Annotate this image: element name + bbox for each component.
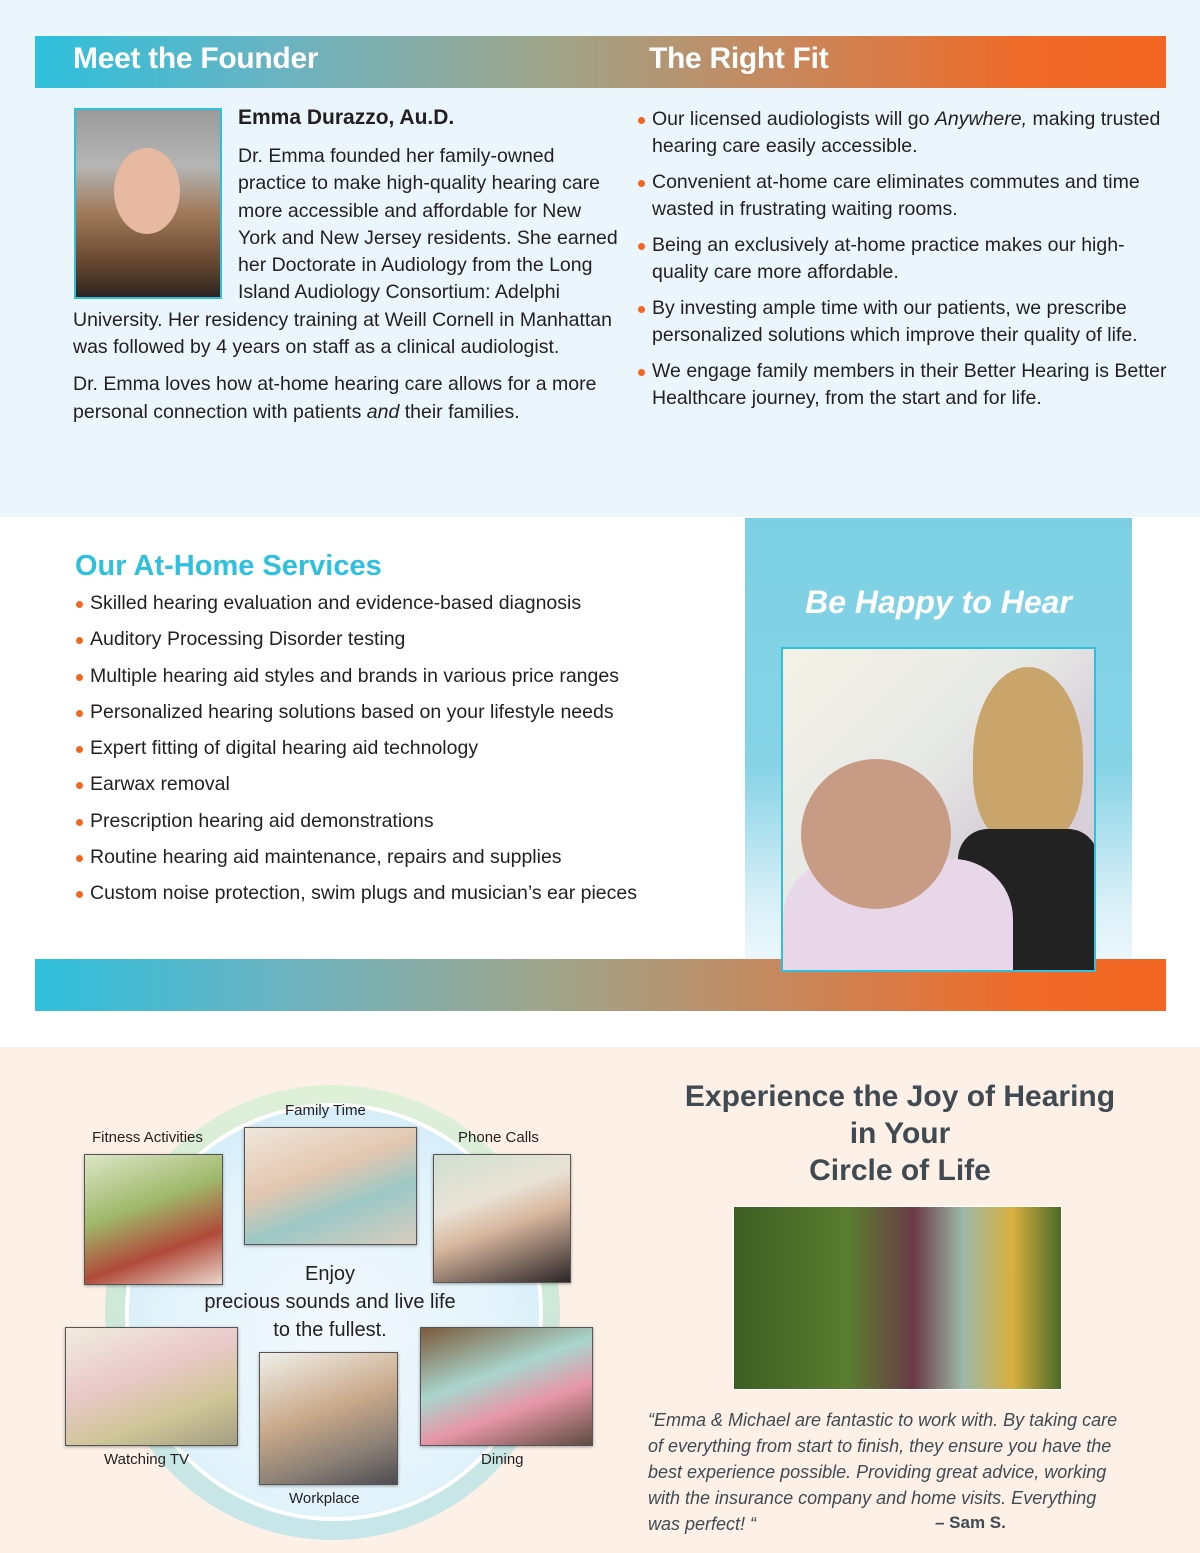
right-fit-item <box>636 232 1176 286</box>
caption-phone: Phone Calls <box>458 1129 539 1146</box>
enjoy-line: precious sounds and live life <box>204 1291 456 1313</box>
service-text: Personalized hearing solutions based on your lifestyle needs <box>90 700 614 723</box>
service-item <box>75 625 735 653</box>
bullet-icon <box>76 855 83 862</box>
service-item <box>75 879 735 907</box>
bullet-icon <box>76 710 83 717</box>
right-fit-item <box>636 295 1176 349</box>
item-text: By investing ample time with our patients, we prescribe personalized solutions which improve their quality of life. <box>652 297 1138 346</box>
service-text: Auditory Processing Disorder testing <box>90 628 406 651</box>
caption-family: Family Time <box>285 1102 366 1119</box>
caption-fitness: Fitness Activities <box>92 1129 203 1146</box>
header-gradient-bar <box>35 36 1166 88</box>
enjoy-line: Enjoy <box>304 1263 356 1285</box>
bullet-icon <box>76 637 83 644</box>
joy-heading-line: in Your <box>849 1117 951 1150</box>
enjoy-line: to the fullest. <box>273 1319 387 1341</box>
founder-bio-paragraph-1: Dr. Emma founded her family-owned practice to make high-quality hearing care more accessible and affordable for New York and New Jersey residents. She earned her Doctorate in Audiology from the Long Island Audiology Consortium: Adelphi University. Her residency training at Weill Cornell in Manhattan was followed by 4 years on staff as a clinical audiologist. <box>73 145 618 359</box>
testimonial-quote: “Emma & Michael are fantastic to work with. By taking care of everything from start to finish, they ensure you have the best experience possible. Providing great advice, working with the insurance company and home visits. Everything was perfect! “ <box>648 1410 1118 1534</box>
right-fit-item <box>636 106 1176 160</box>
bullet-icon <box>76 746 83 753</box>
bio-emphasis: and <box>366 400 400 423</box>
service-text: Routine hearing aid maintenance, repairs and supplies <box>90 846 562 869</box>
joy-heading <box>640 1078 1160 1189</box>
right-fit-list <box>636 106 1176 421</box>
bullet-icon <box>638 117 645 124</box>
item-emphasis: Anywhere, <box>934 108 1028 130</box>
right-fit-item <box>636 358 1176 412</box>
item-text: making trusted hearing care easily accessible. <box>652 108 1161 157</box>
meet-founder-heading: Meet the Founder <box>73 42 319 75</box>
photo-shape <box>973 667 1083 847</box>
founder-bio-paragraph-2 <box>73 371 618 426</box>
right-fit-heading: The Right Fit <box>649 42 829 75</box>
be-happy-heading: Be Happy to Hear <box>805 584 1072 620</box>
service-text: Multiple hearing aid styles and brands in various price ranges <box>90 664 619 687</box>
enjoy-message <box>160 1260 500 1344</box>
joy-heading-line: Experience the Joy of Hearing <box>684 1080 1116 1113</box>
photo-wrap-spacer <box>73 143 238 303</box>
service-text: Custom noise protection, swim plugs and musician’s ear pieces <box>90 882 637 905</box>
audiologist-visit-photo <box>781 647 1096 972</box>
bullet-icon <box>76 891 83 898</box>
workplace-photo <box>259 1352 398 1485</box>
item-text: Being an exclusively at-home practice makes our high-quality care more affordable. <box>652 234 1125 283</box>
testimonial-author: – Sam S. <box>935 1513 1006 1532</box>
bullet-icon <box>638 306 645 313</box>
service-text: Skilled hearing evaluation and evidence-based diagnosis <box>90 592 582 614</box>
bio-text: Dr. Emma loves how at-home hearing care allows for a more personal connection with patients <box>73 373 597 423</box>
bio-text: their families. <box>399 400 520 423</box>
service-item <box>75 698 735 726</box>
bullet-icon <box>76 601 83 608</box>
right-fit-item <box>636 169 1176 223</box>
services-list <box>75 589 735 916</box>
dining-photo <box>420 1327 593 1446</box>
service-text: Prescription hearing aid demonstrations <box>90 809 434 832</box>
bullet-icon <box>638 369 645 376</box>
caption-dining: Dining <box>481 1451 524 1468</box>
founder-name: Emma Durazzo, Au.D. <box>238 106 455 129</box>
service-item <box>75 662 735 690</box>
service-item <box>75 770 735 798</box>
caption-tv: Watching TV <box>104 1451 190 1468</box>
family-time-photo <box>244 1127 417 1245</box>
item-text: Convenient at-home care eliminates commutes and time wasted in frustrating waiting rooms. <box>652 171 1140 220</box>
bullet-icon <box>638 180 645 187</box>
service-item <box>75 589 735 617</box>
service-text: Expert fitting of digital hearing aid technology <box>90 737 479 760</box>
caption-work: Workplace <box>289 1490 360 1507</box>
service-item <box>75 734 735 762</box>
watching-tv-photo <box>65 1327 238 1446</box>
bullet-icon <box>76 819 83 826</box>
item-text: Our licensed audiologists will go <box>652 108 935 130</box>
service-text: Earwax removal <box>90 773 230 796</box>
joy-heading-line: Circle of Life <box>809 1154 991 1187</box>
services-heading: Our At-Home Services <box>75 550 382 582</box>
founder-bio <box>73 143 618 436</box>
family-portrait-photo <box>733 1206 1062 1390</box>
bullet-icon <box>638 243 645 250</box>
item-text: We engage family members in their Better Hearing is Better Healthcare journey, from the start and for life. <box>652 360 1167 409</box>
bullet-icon <box>76 782 83 789</box>
bullet-icon <box>76 674 83 681</box>
photo-shape <box>801 759 951 909</box>
service-item <box>75 843 735 871</box>
service-item <box>75 807 735 835</box>
